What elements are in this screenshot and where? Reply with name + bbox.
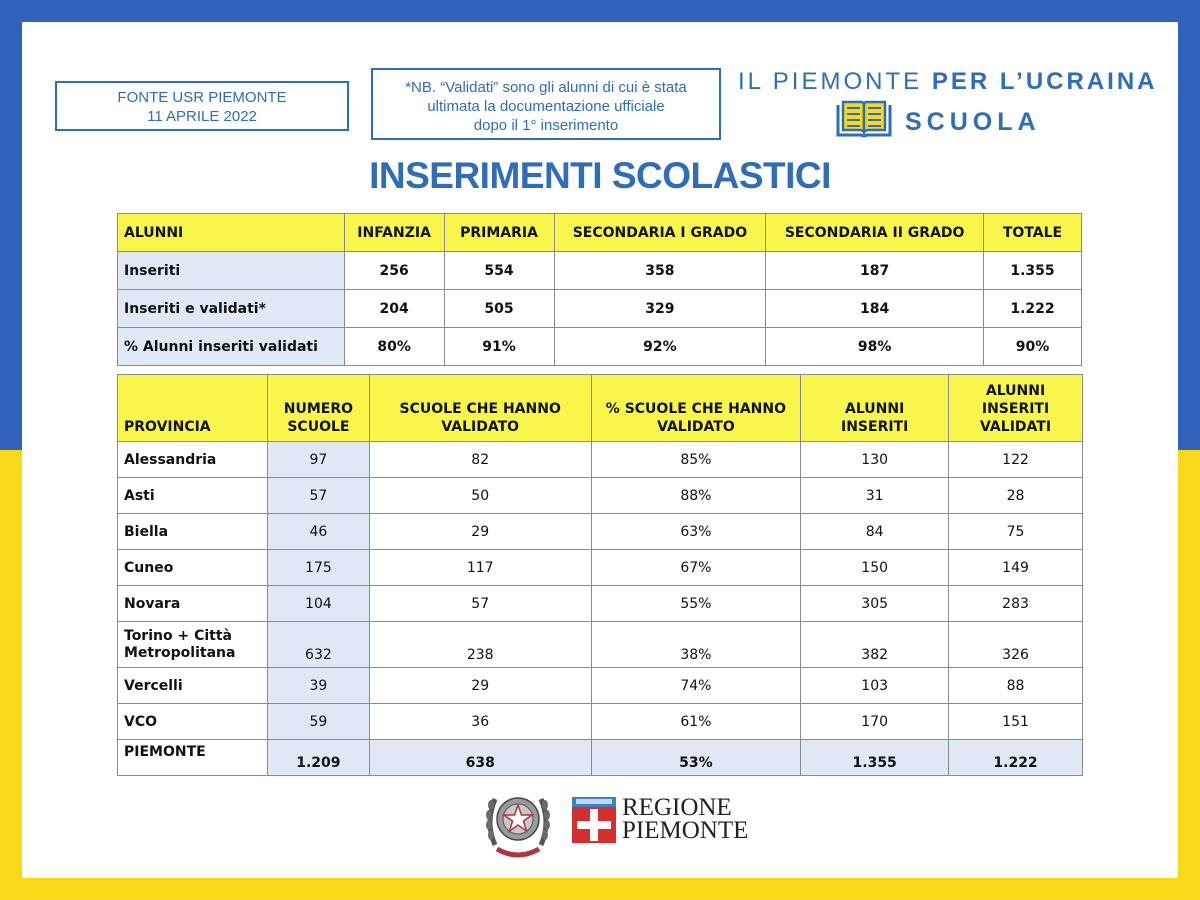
table-cell: 326: [949, 622, 1083, 668]
table-cell: 1.209: [267, 740, 369, 776]
table-cell: 82: [369, 442, 591, 478]
table-cell: 31: [801, 478, 949, 514]
table-cell: 1.222: [984, 290, 1082, 328]
regione-piemonte-text: REGIONE PIEMONTE: [622, 794, 749, 844]
table-cell: 187: [766, 252, 984, 290]
table-cell: 63%: [591, 514, 801, 550]
row-label: % Alunni inseriti validati: [118, 328, 345, 366]
row-label: Asti: [118, 478, 268, 514]
table-cell: 329: [554, 290, 766, 328]
table-row: [118, 622, 1083, 668]
table-cell: 38%: [591, 622, 801, 668]
row-label: Novara: [118, 586, 268, 622]
row-label: Biella: [118, 514, 268, 550]
table-cell: 256: [344, 252, 444, 290]
table-row: [118, 514, 1083, 550]
table-cell: 204: [344, 290, 444, 328]
book-icon: [835, 99, 893, 139]
column-header-pct-validato: % SCUOLE CHE HANNO VALIDATO: [591, 375, 801, 442]
students-header-row: [118, 214, 1082, 252]
table-cell: 1.355: [801, 740, 949, 776]
brand-title: [738, 68, 1158, 96]
table-row: [118, 550, 1083, 586]
table-cell: 92%: [554, 328, 766, 366]
table-cell: 175: [267, 550, 369, 586]
table-cell: 305: [801, 586, 949, 622]
column-header: SECONDARIA II GRADO: [766, 214, 984, 252]
table-cell: 75: [949, 514, 1083, 550]
table-cell: 632: [267, 622, 369, 668]
table-cell: 88: [949, 668, 1083, 704]
table-cell: 74%: [591, 668, 801, 704]
table-cell: 28: [949, 478, 1083, 514]
row-label: Vercelli: [118, 668, 268, 704]
table-cell: 184: [766, 290, 984, 328]
note-line-3: dopo il 1° inserimento: [473, 117, 619, 134]
total-row: [118, 740, 1083, 776]
table-cell: 238: [369, 622, 591, 668]
table-row: [118, 328, 1082, 366]
row-label: Inseriti: [118, 252, 345, 290]
row-label: Alessandria: [118, 442, 268, 478]
table-cell: 104: [267, 586, 369, 622]
table-cell: 67%: [591, 550, 801, 586]
row-label: Torino + Città Metropolitana: [118, 622, 268, 668]
source-box: [55, 81, 349, 131]
table-row: [118, 704, 1083, 740]
table-cell: 53%: [591, 740, 801, 776]
table-cell: 505: [444, 290, 554, 328]
source-line-2: 11 APRILE 2022: [147, 108, 257, 125]
italian-republic-emblem: [483, 783, 553, 863]
table-row: [118, 290, 1082, 328]
table-cell: 29: [369, 668, 591, 704]
table-cell: 88%: [591, 478, 801, 514]
table-cell: 80%: [344, 328, 444, 366]
table-row: [118, 586, 1083, 622]
table-cell: 57: [267, 478, 369, 514]
column-header-provincia: PROVINCIA: [118, 375, 268, 442]
row-label: VCO: [118, 704, 268, 740]
row-label: PIEMONTE: [118, 740, 268, 776]
table-cell: 29: [369, 514, 591, 550]
table-cell: 103: [801, 668, 949, 704]
province-table: [117, 374, 1083, 776]
table-row: [118, 668, 1083, 704]
table-cell: 39: [267, 668, 369, 704]
table-cell: 1.355: [984, 252, 1082, 290]
table-row: [118, 252, 1082, 290]
column-header: PRIMARIA: [444, 214, 554, 252]
column-header-alunni-validati: ALUNNI INSERITI VALIDATI: [949, 375, 1083, 442]
table-cell: 554: [444, 252, 554, 290]
table-cell: 358: [554, 252, 766, 290]
table-cell: 46: [267, 514, 369, 550]
source-line-1: FONTE USR PIEMONTE: [117, 89, 287, 106]
table-cell: 59: [267, 704, 369, 740]
column-header: TOTALE: [984, 214, 1082, 252]
table-cell: 122: [949, 442, 1083, 478]
table-cell: 90%: [984, 328, 1082, 366]
table-cell: 84: [801, 514, 949, 550]
table-row: [118, 478, 1083, 514]
column-header: SECONDARIA I GRADO: [554, 214, 766, 252]
table-cell: 130: [801, 442, 949, 478]
note-box: [371, 68, 721, 140]
column-header: ALUNNI: [118, 214, 345, 252]
province-header-row: [118, 375, 1083, 442]
table-cell: 97: [267, 442, 369, 478]
table-cell: 638: [369, 740, 591, 776]
table-cell: 36: [369, 704, 591, 740]
students-table: [117, 213, 1082, 366]
table-cell: 61%: [591, 704, 801, 740]
row-label: Inseriti e validati*: [118, 290, 345, 328]
table-cell: 149: [949, 550, 1083, 586]
brand-title-bold: PER L’UCRAINA: [931, 68, 1158, 95]
table-cell: 98%: [766, 328, 984, 366]
row-label: Cuneo: [118, 550, 268, 586]
table-cell: 170: [801, 704, 949, 740]
table-cell: 1.222: [949, 740, 1083, 776]
column-header-scuole-validato: SCUOLE CHE HANNO VALIDATO: [369, 375, 591, 442]
note-line-1: *NB. “Validati” sono gli alunni di cui è stata: [405, 79, 687, 96]
table-cell: 57: [369, 586, 591, 622]
column-header-numero-scuole: NUMERO SCUOLE: [267, 375, 369, 442]
note-line-2: ultimata la documentazione ufficiale: [427, 98, 665, 115]
column-header: INFANZIA: [344, 214, 444, 252]
table-cell: 150: [801, 550, 949, 586]
table-row: [118, 442, 1083, 478]
page-title: INSERIMENTI SCOLASTICI: [369, 155, 831, 196]
table-cell: 151: [949, 704, 1083, 740]
table-cell: 91%: [444, 328, 554, 366]
table-cell: 85%: [591, 442, 801, 478]
table-cell: 117: [369, 550, 591, 586]
table-cell: 283: [949, 586, 1083, 622]
brand-subtitle: SCUOLA: [905, 108, 1041, 136]
table-cell: 50: [369, 478, 591, 514]
brand-title-normal: IL PIEMONTE: [738, 68, 932, 95]
column-header-alunni-inseriti: ALUNNI INSERITI: [801, 375, 949, 442]
table-cell: 55%: [591, 586, 801, 622]
table-cell: 382: [801, 622, 949, 668]
